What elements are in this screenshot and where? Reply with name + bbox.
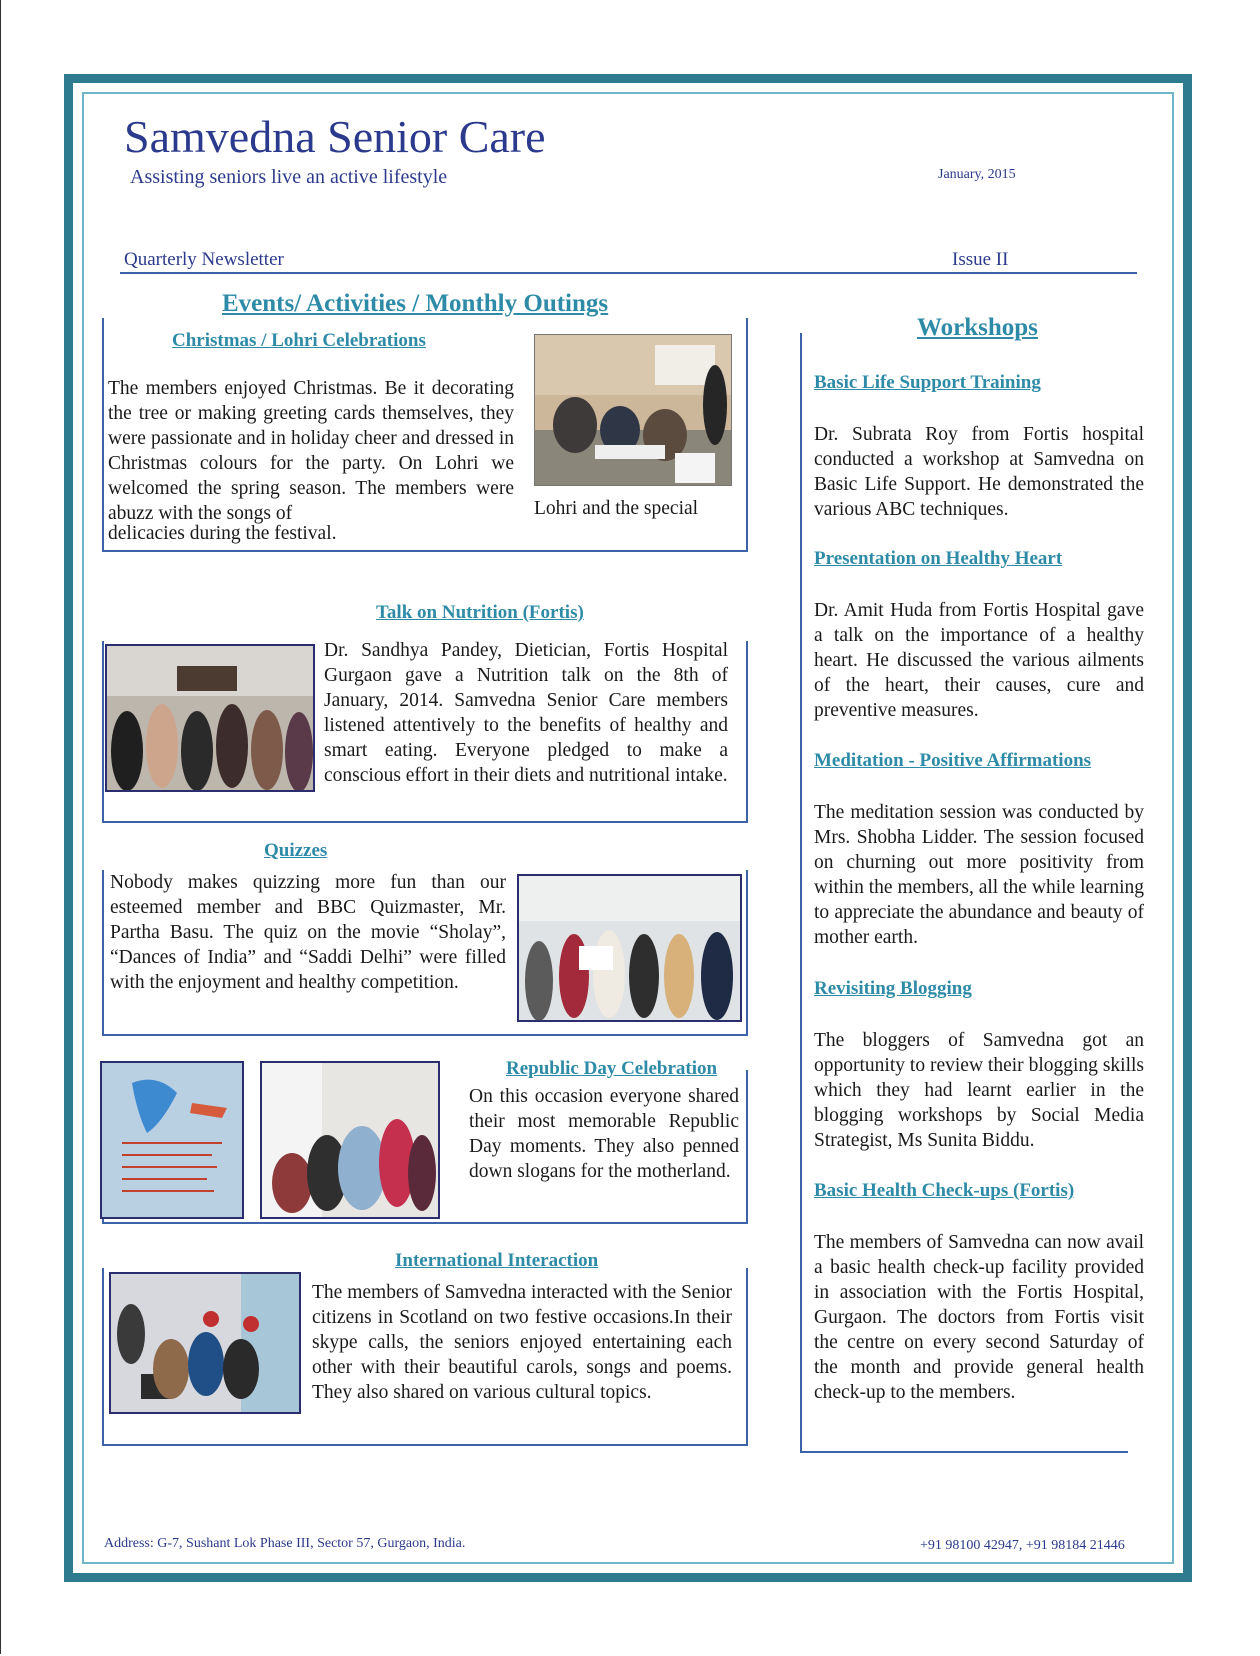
christmas-body: The members enjoyed Christmas. Be it decorating the tree or making greeting cards themselves, they were passionate and in holiday cheer and dressed in Christmas colours for the party. On Lohri we welcomed the spring season. The members were abuzz with the songs of: [108, 378, 514, 524]
workshops-heading: Workshops: [917, 314, 1038, 341]
international-photo: [109, 1272, 301, 1414]
quizzes-photo: [517, 874, 742, 1022]
footer-address: Address: G-7, Sushant Lok Phase III, Sector 57, Gurgaon, India.: [104, 1536, 466, 1551]
workshop-title-4: Revisiting Blogging: [814, 978, 972, 999]
nutrition-photo: [105, 644, 315, 792]
republic-title: Republic Day Celebration: [506, 1058, 718, 1079]
issue-number: Issue II: [952, 249, 1009, 270]
christmas-body-end: delicacies during the festival.: [108, 523, 337, 544]
republic-body: On this occasion everyone shared their most memorable Republic Day moments. They also penned down slogans for the motherland.: [469, 1086, 739, 1182]
quizzes-title: Quizzes: [264, 840, 328, 861]
newsletter-title: Samvedna Senior Care: [124, 111, 546, 162]
republic-group-photo: [260, 1061, 440, 1219]
christmas-title: Christmas / Lohri Celebrations: [172, 330, 426, 351]
footer-phone: +91 98100 42947, +91 98184 21446: [920, 1538, 1125, 1553]
international-body: The members of Samvedna interacted with the Senior citizens in Scotland on two festive occasions.In their skype calls, the seniors enjoyed entertaining each other with their beautiful carols, songs and poems. They also shared on various cultural topics.: [312, 1282, 732, 1403]
workshop-body-1: Dr. Subrata Roy from Fortis hospital conducted a workshop at Samvedna on Basic Life Support. He demonstrated the various ABC techniques.: [814, 424, 1144, 520]
quizzes-body: Nobody makes quizzing more fun than our esteemed member and BBC Quizmaster, Mr. Partha Basu. The quiz on the movie “Sholay”, “Dances of India” and “Saddi Delhi” were filled with the enjoyment and healthy competition.: [110, 872, 506, 993]
workshop-title-2: Presentation on Healthy Heart: [814, 548, 1063, 569]
christmas-body-tail: Lohri and the special: [534, 498, 699, 519]
events-heading: Events/ Activities / Monthly Outings: [222, 290, 609, 317]
christmas-photo: [534, 334, 732, 486]
workshops-left-rule: [800, 333, 802, 1453]
workshop-body-4: The bloggers of Samvedna got an opportunity to review their blogging skills which they had learnt earlier in the blogging workshops by Social Media Strategist, Ms Sunita Biddu.: [814, 1030, 1144, 1151]
issue-date: January, 2015: [938, 167, 1016, 182]
header-divider: [120, 272, 1137, 274]
newsletter-type: Quarterly Newsletter: [124, 249, 284, 270]
workshop-title-1: Basic Life Support Training: [814, 372, 1041, 393]
workshop-body-5: The members of Samvedna can now avail a basic health check-up facility provided in association with the Fortis Hospital, Gurgaon. The doctors from Fortis visit the centre on every second Saturday of the month and provide general health check-up to the members.: [814, 1232, 1144, 1403]
republic-poster-photo: [100, 1061, 244, 1219]
workshop-body-3: The meditation session was conducted by Mrs. Shobha Lidder. The session focused on churning out more positivity from within the members, all the while learning to appreciate the abundance and beauty of mother earth.: [814, 802, 1144, 948]
nutrition-title: Talk on Nutrition (Fortis): [376, 602, 584, 623]
workshop-title-3: Meditation - Positive Affirmations: [814, 750, 1092, 771]
nutrition-body: Dr. Sandhya Pandey, Dietician, Fortis Hospital Gurgaon gave a Nutrition talk on the 8th of January, 2014. Samvedna Senior Care members listened attentively to the benefits of healthy and smart eating. Everyone pledged to make a conscious effort in their diets and nutritional intake.: [324, 640, 728, 786]
workshops-bottom-rule: [800, 1451, 1128, 1453]
international-title: International Interaction: [395, 1250, 599, 1271]
workshop-body-2: Dr. Amit Huda from Fortis Hospital gave a talk on the importance of a healthy heart. He discussed the various ailments of the heart, their causes, cure and preventive measures.: [814, 600, 1144, 721]
workshop-title-5: Basic Health Check-ups (Fortis): [814, 1180, 1075, 1201]
tagline: Assisting seniors live an active lifestyle: [130, 166, 448, 188]
